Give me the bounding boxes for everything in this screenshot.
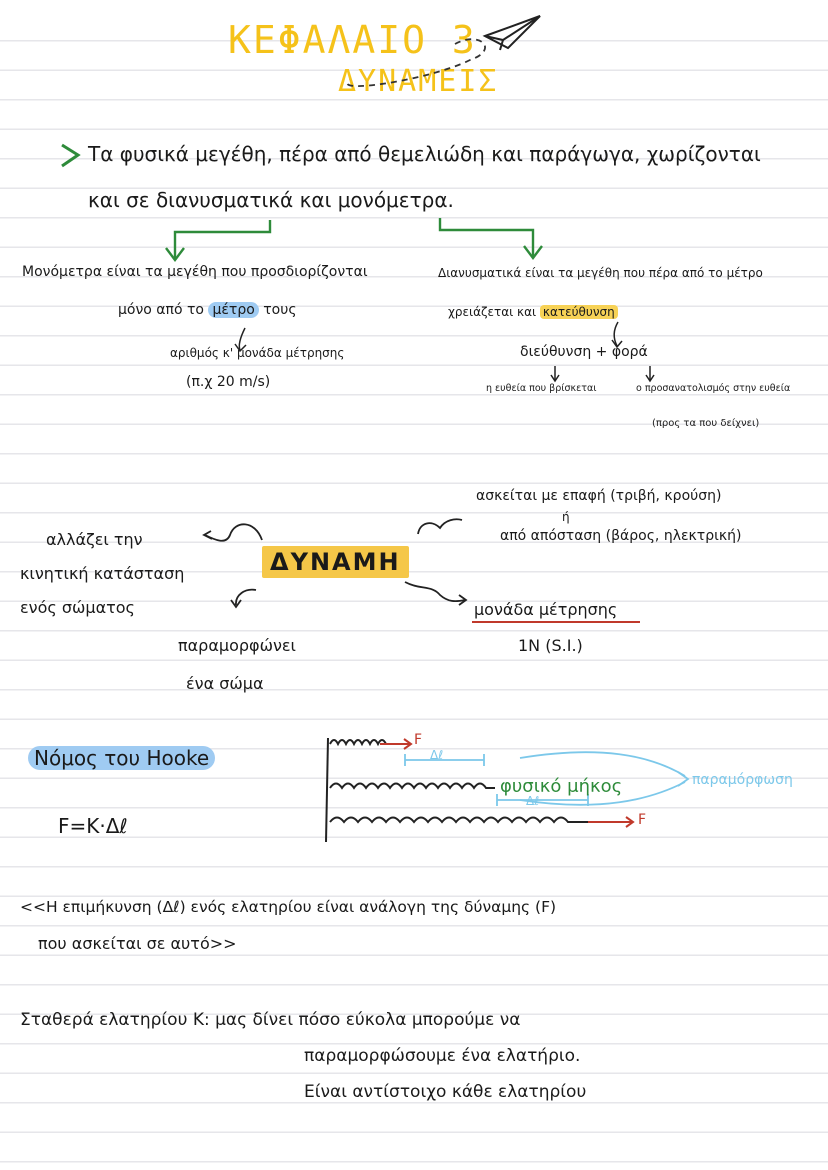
force-applied-line-1: ασκείται με επαφή (τριβή, κρούση) [476,488,722,504]
force-center-label: ΔΥΝΑΜΗ [262,546,409,578]
unit-label: μονάδα μέτρησης [474,600,618,619]
dashed-loop [347,39,485,86]
changes-state-line-2: κινητική κατάσταση [20,564,185,583]
constant-line-1: Σταθερά ελατηρίου K: μας δίνει πόσο εύκολα μπορούμε να [20,1010,521,1030]
force-label-top: F [414,732,423,748]
scalar-definition-line-2 [118,302,297,318]
changes-state-line-3: ενός σώματος [20,598,135,617]
changes-state-line-1: αλλάζει την [46,530,143,549]
hooke-law-line-1: <<Η επιμήκυνση (Δℓ) ενός ελατηρίου είναι ανάλογη της δύναμης (F) [20,898,557,916]
intro-line-1: Τα φυσικά μεγέθη, πέρα από θεμελιώδη και παράγωγα, χωρίζονται [88,142,761,166]
vector-branch: διεύθυνση + φορά [520,344,648,360]
sense-note-2: (προς τα που δείχνει) [652,418,760,429]
scalar-definition-line-1: Μονόμετρα είναι τα μεγέθη που προσδιορίζονται [22,264,368,280]
spring-natural [330,784,495,789]
deforms-line-2: ένα σώμα [186,674,264,693]
bullet-chevron-icon [62,145,78,166]
split-arrows [166,218,542,260]
direction-note: η ευθεία που βρίσκεται [486,383,597,394]
hooke-law-line-2: που ασκείται σε αυτό>> [38,934,237,953]
direction-highlight: κατεύθυνση [540,305,618,319]
intro-line-2: και σε διανυσματικά και μονόμετρα. [88,188,454,212]
scalar-branch: αριθμός κ' μονάδα μέτρησης [170,346,345,360]
scalar-text-a: μόνο από το [118,302,209,318]
deformation-label: παραμόρφωση [692,772,793,788]
constant-line-2: παραμορφώσουμε ένα ελατήριο. [304,1046,581,1066]
vector-text-a: χρειάζεται και [448,305,540,319]
force-applied-or: ή [562,510,570,524]
spring-compressed [330,740,386,744]
constant-line-3: Είναι αντίστοιχο κάθε ελατηρίου [304,1082,587,1102]
scalar-text-b: τους [258,302,297,318]
hooke-title: Νόμος του Hooke [28,746,215,770]
vector-definition-line-1: Διανυσματικά είναι τα μεγέθη που πέρα από το μέτρο [438,266,763,280]
scalar-example: (π.χ 20 m/s) [186,374,271,390]
sense-note: ο προσανατολισμός στην ευθεία [636,383,791,394]
force-label-bottom: F [638,812,647,828]
natural-length-label: φυσικό μήκος [500,776,623,797]
hooke-formula: F=K·Δℓ [58,814,128,838]
delta-label-bottom: Δℓ [526,794,540,808]
chapter-subtitle: ΔΥΝΑΜΕΙΣ [338,64,499,99]
spring-stretched [330,818,588,823]
deforms-line-1: παραμορφώνει [178,636,296,655]
delta-label-top: Δℓ [430,748,444,762]
force-applied-line-2: από απόσταση (βάρος, ηλεκτρική) [500,528,742,544]
vector-definition-line-2 [448,305,618,319]
unit-value: 1N (S.I.) [518,636,583,655]
chapter-title: ΚΕΦΑΛΑΙΟ 3 [228,18,477,62]
paper-plane-icon [485,16,540,50]
measure-highlight: μέτρο [208,302,258,318]
